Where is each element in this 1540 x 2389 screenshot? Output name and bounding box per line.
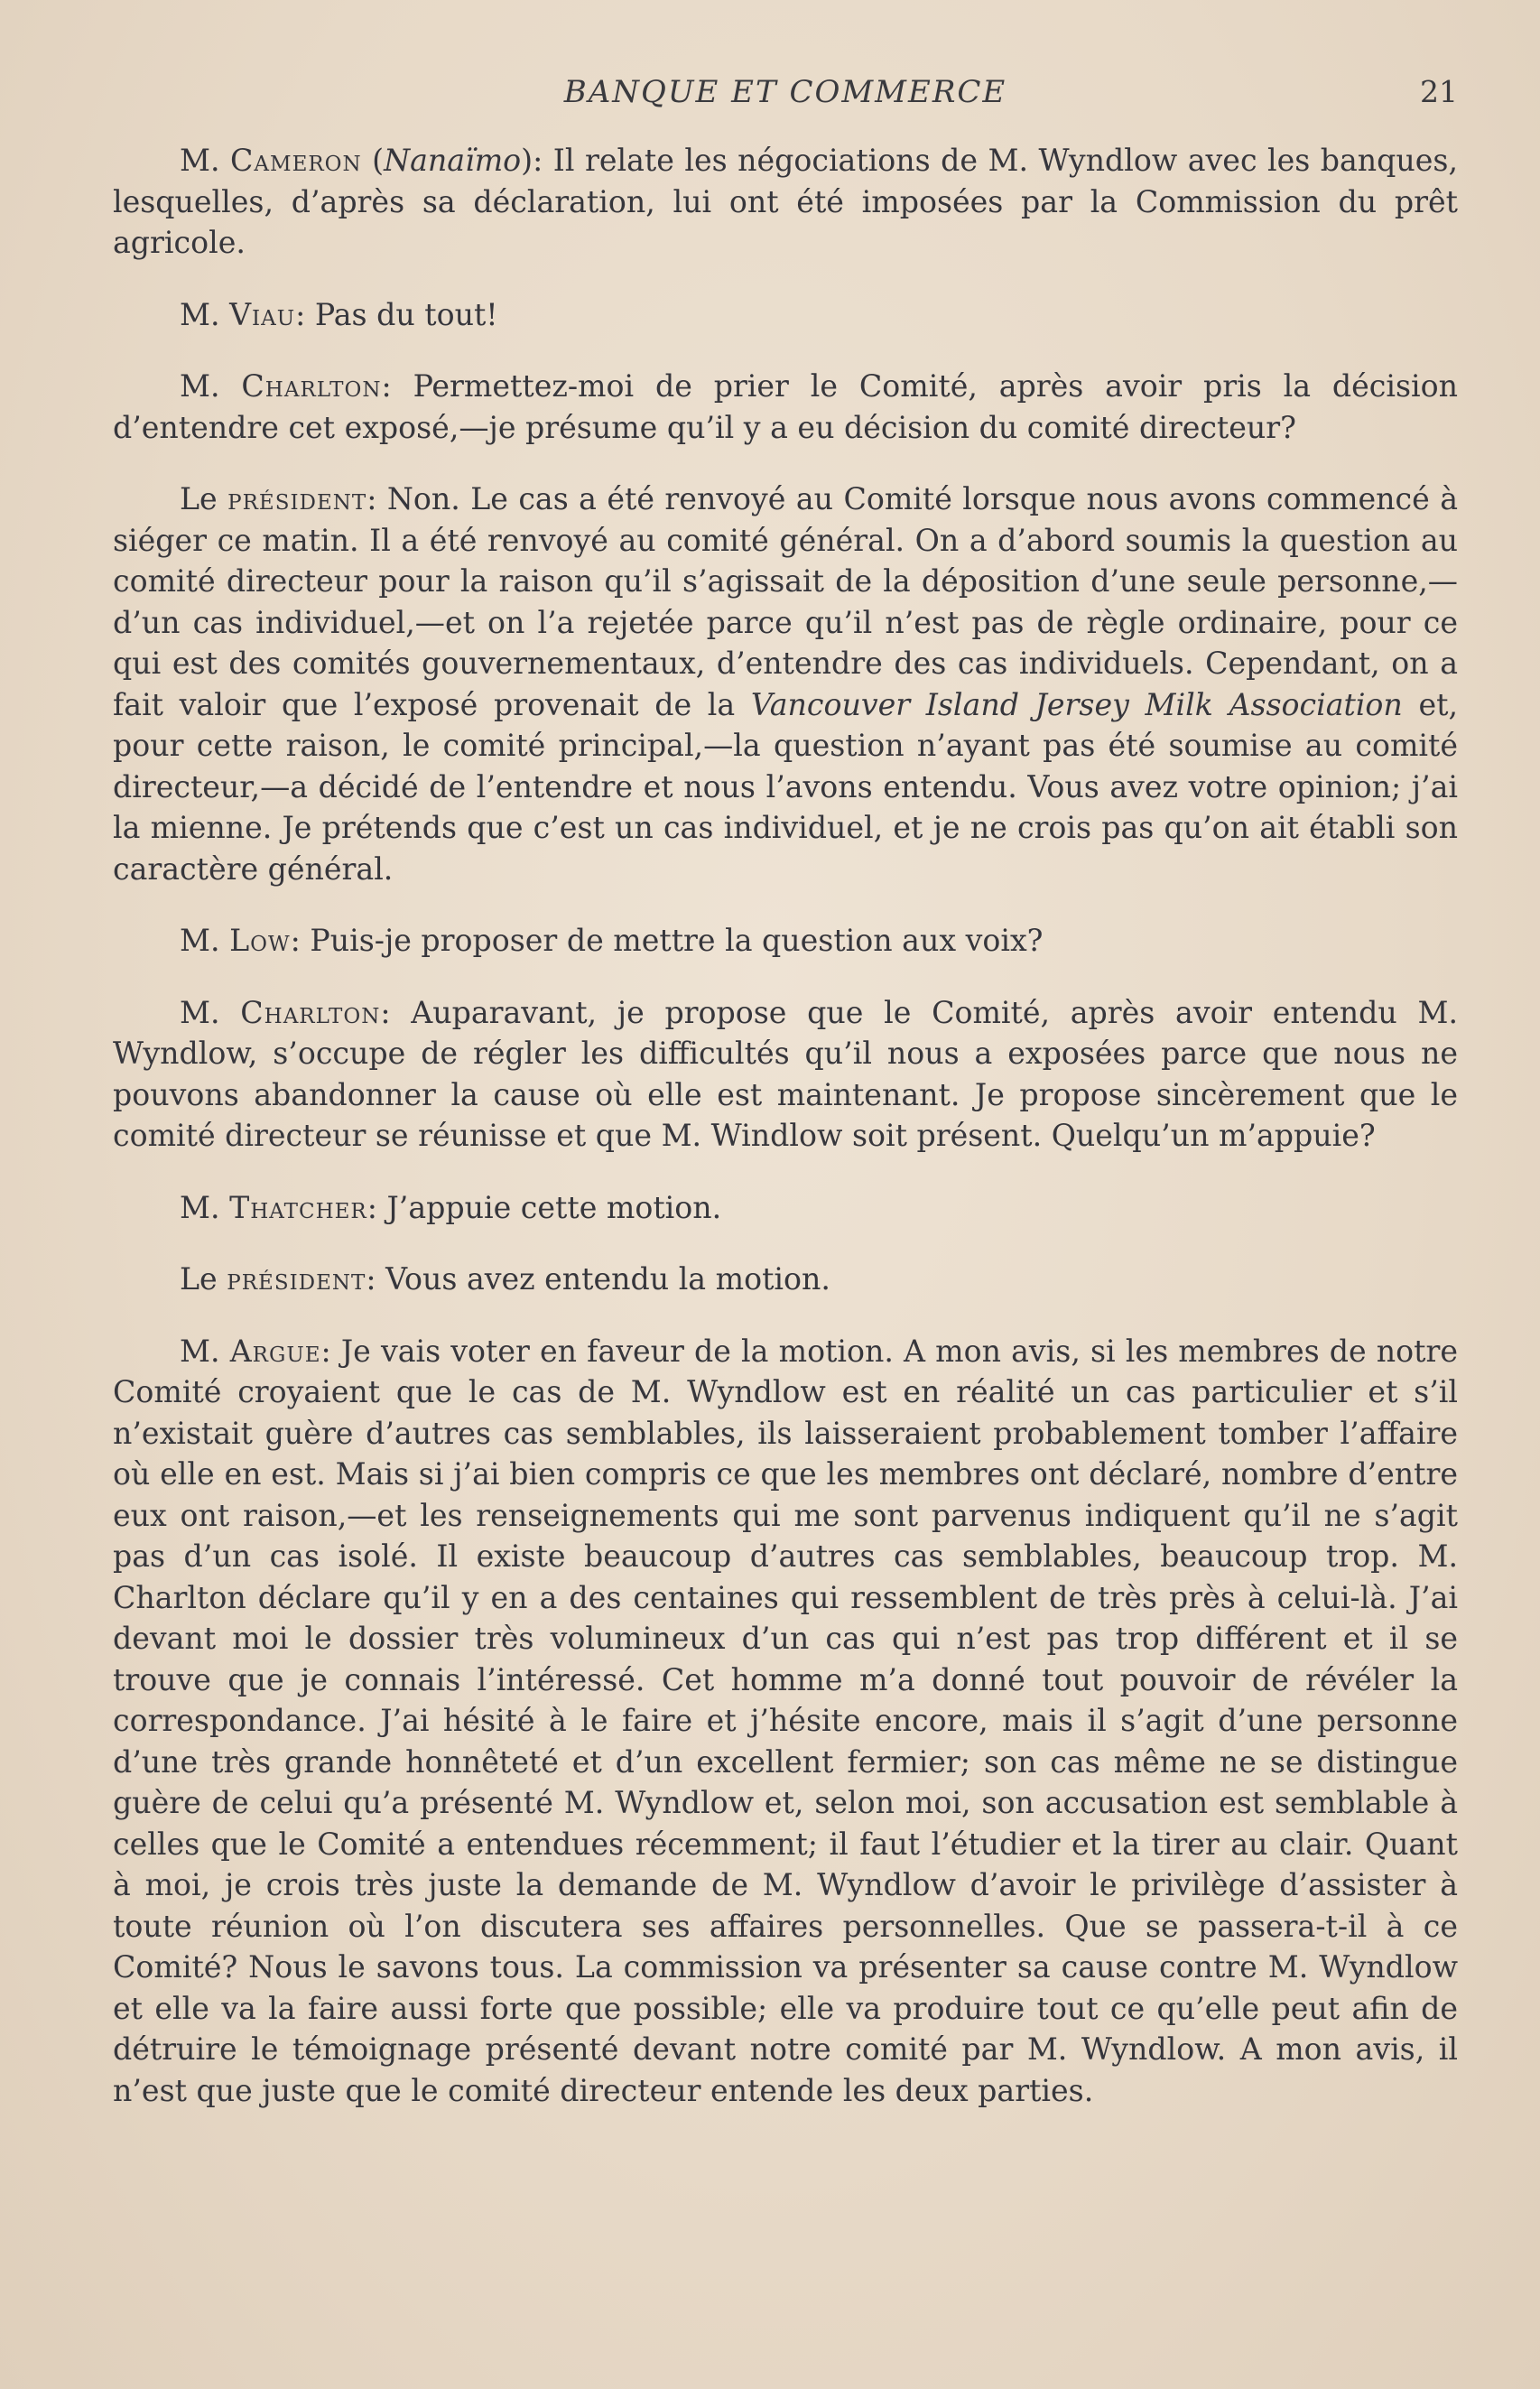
speaker-title: M. xyxy=(180,1189,230,1225)
speaker-title: Le xyxy=(180,481,228,516)
speaker-title: M. xyxy=(180,368,242,404)
speaker-separator: : xyxy=(380,994,412,1030)
running-title: BANQUE ET COMMERCE xyxy=(563,74,1007,110)
paragraph-viau xyxy=(113,294,1458,336)
paragraph-charlton-1 xyxy=(113,366,1458,448)
speaker-name: Thatcher xyxy=(229,1189,367,1225)
speaker-title: M. xyxy=(180,296,230,332)
speaker-separator: : xyxy=(290,923,311,958)
riding-close: ) xyxy=(521,143,533,178)
paragraph-low xyxy=(113,920,1458,962)
speaker-title: M. xyxy=(180,994,241,1030)
paragraph-president-1 xyxy=(113,479,1458,889)
speaker-title: Le xyxy=(180,1261,227,1297)
speaker-name: Charlton xyxy=(241,368,382,404)
association-name: Vancouver Island Jersey Milk Association xyxy=(750,686,1403,722)
speaker-name: Charlton xyxy=(240,994,381,1030)
body-text xyxy=(113,140,1458,2142)
paragraph-thatcher xyxy=(113,1187,1458,1229)
paragraph-argue xyxy=(113,1331,1458,2112)
speaker-separator: : xyxy=(320,1333,341,1369)
paragraph-charlton-2 xyxy=(113,992,1458,1157)
speech-text-continued: et, pour cette raison, le comité principal,—la question n’ayant pas été soumise au comité directeur,—a décidé de l’entendre et nous l’avons entendu. Vous avez votre opinion; j’ai la mienne. Je prétends que c’est un cas individuel, et je ne crois pas qu’on ait établi son caractère général. xyxy=(113,686,1458,887)
speaker-separator: : xyxy=(366,1261,386,1297)
speaker-separator: : xyxy=(366,1189,387,1225)
speech-text: J’appuie cette motion. xyxy=(386,1189,722,1225)
speaker-name: Low xyxy=(229,923,291,958)
paragraph-president-2 xyxy=(113,1259,1458,1300)
speaker-name: président xyxy=(227,481,367,516)
speaker-title: M. xyxy=(180,1333,230,1369)
speaker-title: M. xyxy=(180,143,231,178)
speaker-riding: Nanaïmo xyxy=(384,143,522,178)
riding-open: ( xyxy=(361,143,385,178)
speaker-name: Argue xyxy=(229,1333,321,1369)
speech-text: Pas du tout! xyxy=(314,296,498,332)
speech-text: Je vais voter en faveur de la motion. A mon avis, si les membres de notre Comité croyaient que le cas de M. Wyndlow est en réalité un cas particulier et s’il n’existait guère d’autres cas semblables, ils laisseraient probablement tomber l’affaire où elle en est. Mais si j’ai bien compris ce que les membres ont déclaré, nombre d’entre eux ont raison,—et les renseignements qui me sont parvenus indiquent qu’il ne s’agit pas d’un cas isolé. Il existe beaucoup d’autres cas semblables, beaucoup trop. M. Charlton déclare qu’il y en a des centaines qui ressemblent de très près à celui-là. J’ai devant moi le dossier très volumineux d’un cas qui n’est pas trop différent et il se trouve que je connais l’intéressé. Cet homme m’a donné tout pouvoir de révéler la correspondance. J’ai hésité à le faire et j’hésite encore, mais il s’agit d’une personne d’une très grande honnêteté et d’un excellent fermier; son cas même ne se distingue guère de celui qu’a présenté M. Wyndlow et, selon moi, son accusation est semblable à celles que le Comité a entendues récemment; il faut l’étudier et la tirer au clair. Quant à moi, je crois très juste la demande de M. Wyndlow d’avoir le privilège d’assister à toute réunion où l’on discutera ses affaires personnelles. Que se passera-t-il à ce Comité? Nous le savons tous. La commission va présenter sa cause contre M. Wyndlow et elle va la faire aussi forte que possible; elle va produire tout ce qu’elle peut afin de détruire le témoignage présenté devant notre comité par M. Wyndlow. A mon avis, il n’est que juste que le comité directeur entende les deux parties. xyxy=(113,1333,1458,2108)
speaker-name: président xyxy=(227,1261,366,1297)
speaker-separator: : xyxy=(381,368,413,404)
page-header xyxy=(113,74,1458,119)
speaker-separator: : xyxy=(366,481,387,516)
speech-text: Permettez-moi de prier le Comité, après avoir pris la décision d’entendre cet exposé,—je présume qu’il y a eu décision du comité directeur? xyxy=(113,368,1458,445)
speech-text: Non. Le cas a été renvoyé au Comité lorsque nous avons commencé à siéger ce matin. Il a été renvoyé au comité général. On a d’abord soumis la question au comité directeur pour la raison qu’il s’agissait de la déposition d’une seule personne,—d’un cas individuel,—et on l’a rejetée parce qu’il n’est pas de règle ordinaire, pour ce qui est des comités gouvernementaux, d’entendre des cas individuels. Cependant, on a fait valoir que l’exposé provenait de la xyxy=(113,481,1458,722)
speaker-name: Viau xyxy=(229,296,296,332)
paragraph-cameron xyxy=(113,140,1458,264)
speech-text: Il relate les négociations de M. Wyndlow avec les banques, lesquelles, d’après sa déclaration, lui ont été imposées par la Commission du prêt agricole. xyxy=(113,143,1459,260)
speaker-separator: : xyxy=(533,143,553,178)
speech-text: Vous avez entendu la motion. xyxy=(385,1261,830,1297)
speech-text: Auparavant, je propose que le Comité, après avoir entendu M. Wyndlow, s’occupe de régler les difficultés qu’il nous a exposées parce que nous ne pouvons abandonner la cause où elle est maintenant. Je propose sincèrement que le comité directeur se réunisse et que M. Windlow soit présent. Quelqu’un m’appuie? xyxy=(113,994,1458,1153)
speaker-title: M. xyxy=(180,923,230,958)
page-number: 21 xyxy=(1420,74,1458,109)
speaker-name: Cameron xyxy=(230,143,362,178)
speaker-separator: : xyxy=(295,296,315,332)
speech-text: Puis-je proposer de mettre la question aux voix? xyxy=(310,923,1044,958)
